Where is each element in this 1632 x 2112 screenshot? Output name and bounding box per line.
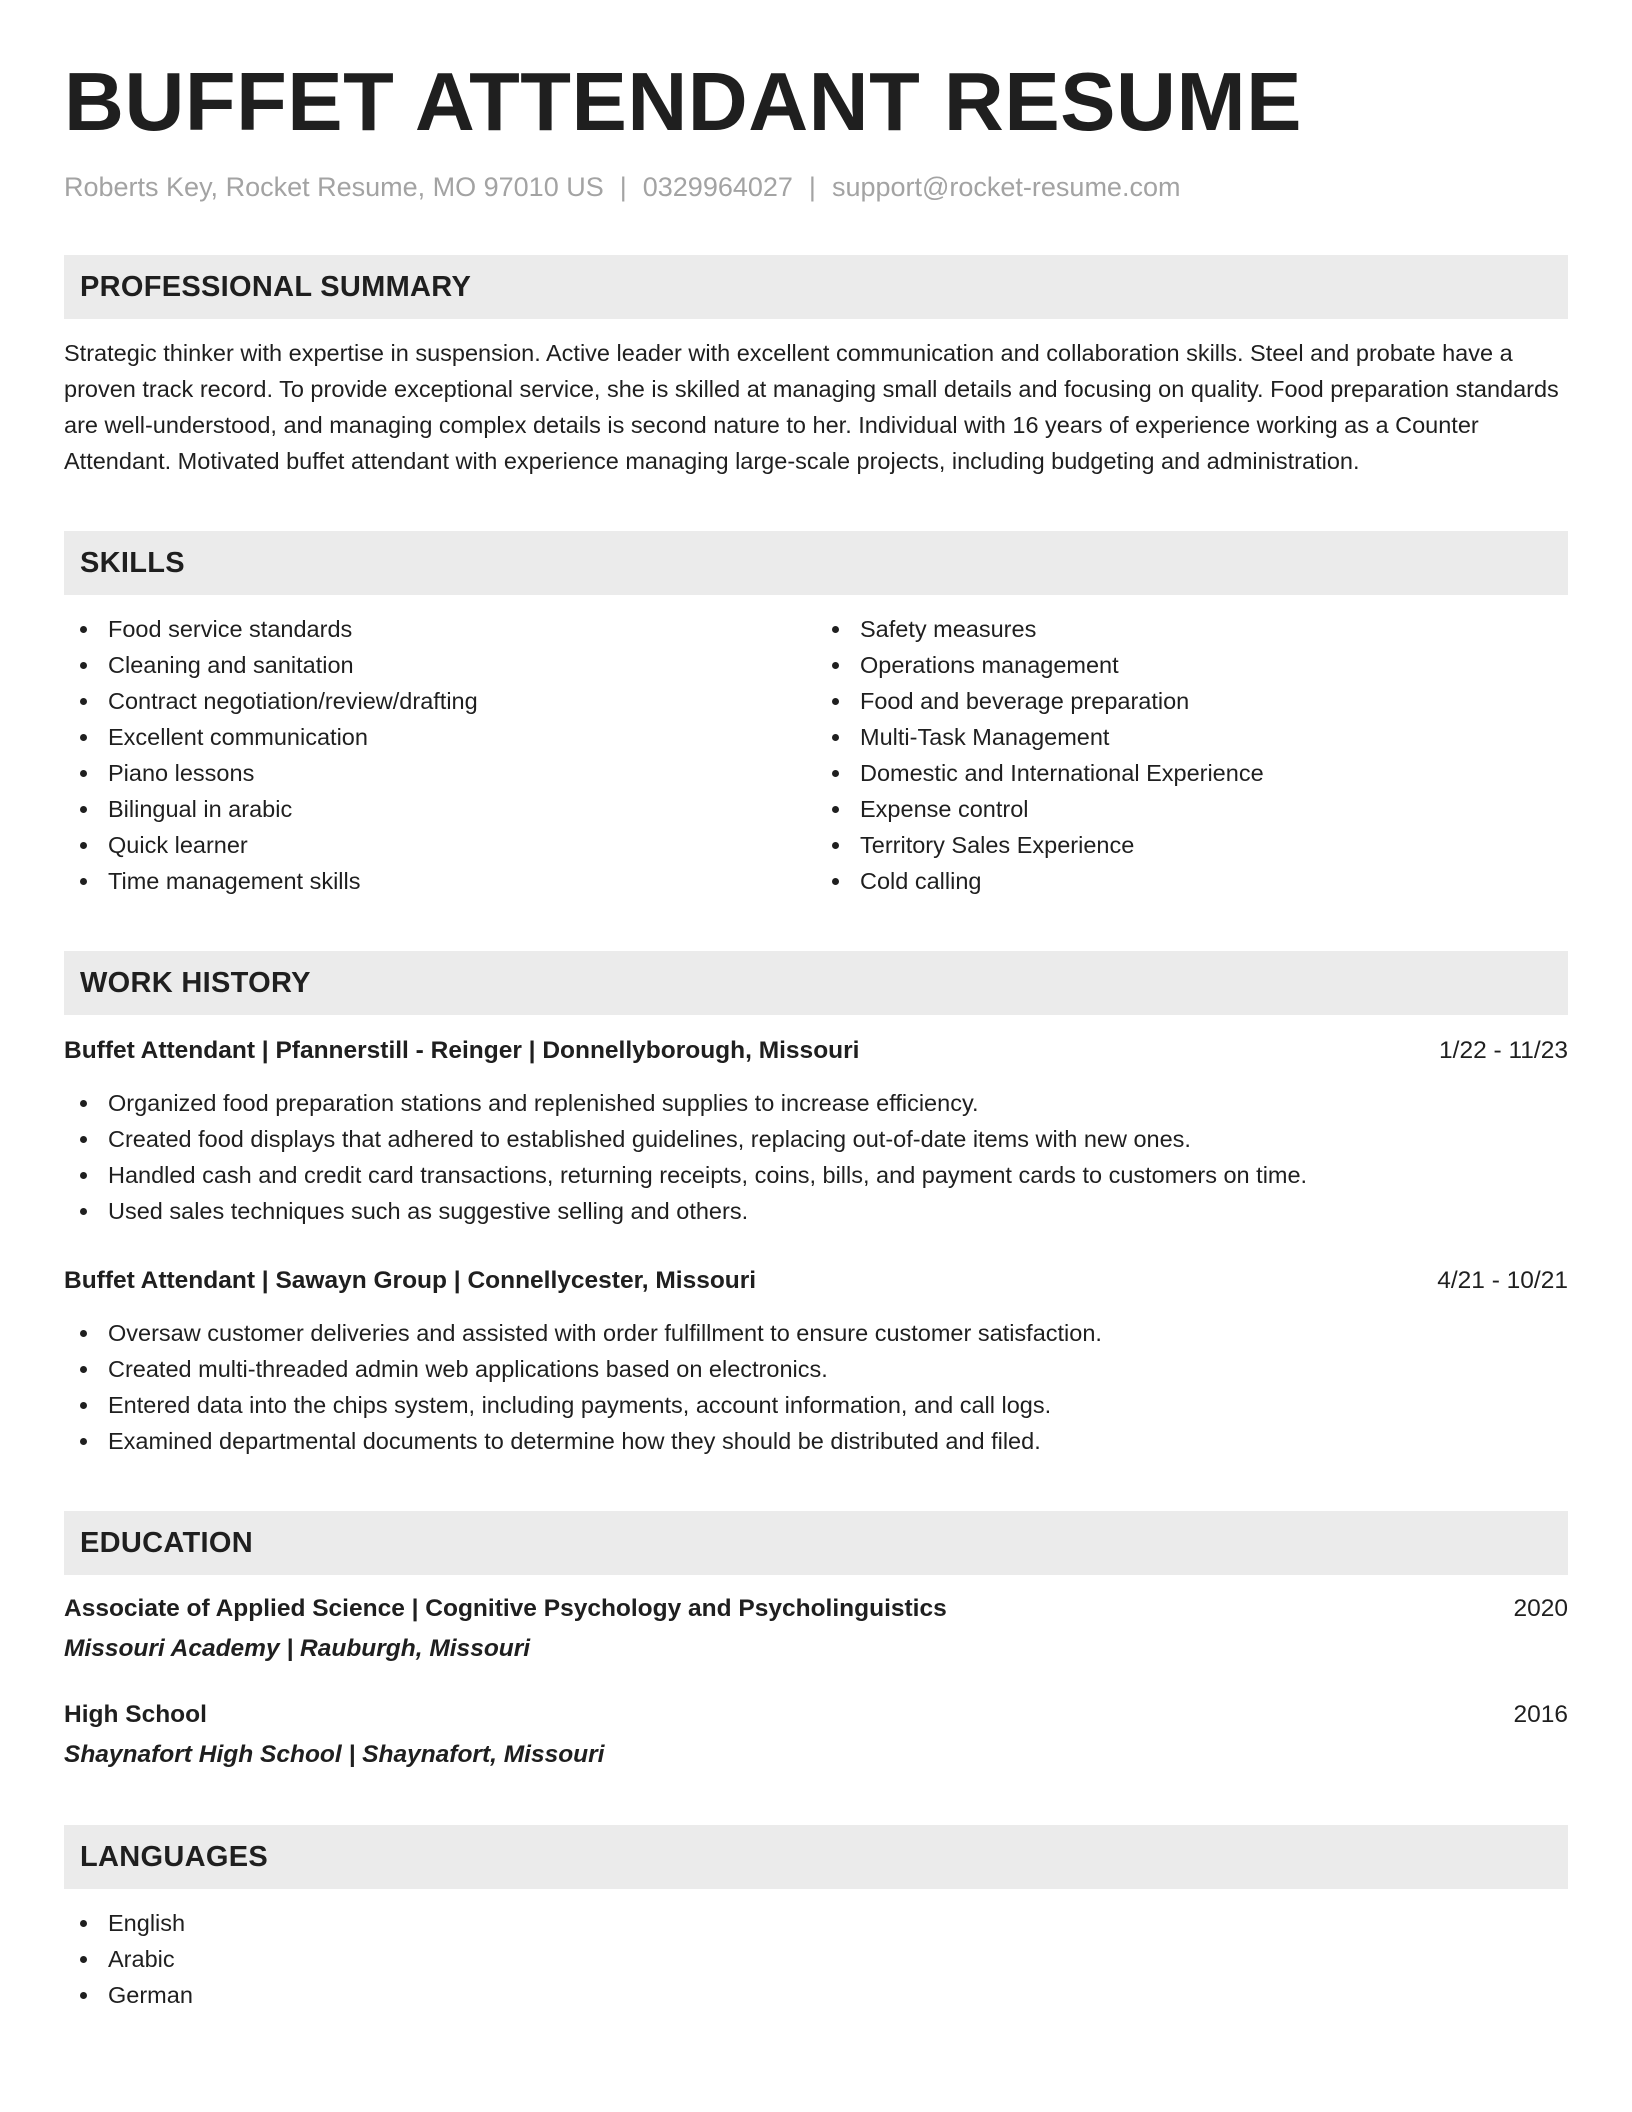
language-item: English — [64, 1905, 1568, 1941]
contact-line — [64, 171, 1568, 203]
skill-item: Cold calling — [816, 863, 1568, 899]
skill-item: Cleaning and sanitation — [64, 647, 816, 683]
skills-column-left — [64, 611, 816, 899]
job-header — [64, 1033, 1568, 1069]
education-header — [64, 1591, 1568, 1627]
education-year: 2016 — [1513, 1701, 1568, 1729]
languages-list — [64, 1905, 1568, 2013]
skill-item: Bilingual in arabic — [64, 791, 816, 827]
job-bullets — [64, 1085, 1568, 1229]
job-entry — [64, 1033, 1568, 1229]
skill-item: Contract negotiation/review/drafting — [64, 683, 816, 719]
work-heading: WORK HISTORY — [80, 966, 311, 999]
skill-item: Multi-Task Management — [816, 719, 1568, 755]
job-entry — [64, 1263, 1568, 1459]
job-bullet: Created multi-threaded admin web applications based on electronics. — [64, 1351, 1568, 1387]
job-header — [64, 1263, 1568, 1299]
language-item: Arabic — [64, 1941, 1568, 1977]
language-item: German — [64, 1977, 1568, 2013]
skill-item: Safety measures — [816, 611, 1568, 647]
skill-item: Domestic and International Experience — [816, 755, 1568, 791]
job-bullets — [64, 1315, 1568, 1459]
skill-item: Expense control — [816, 791, 1568, 827]
job-bullet: Examined departmental documents to determine how they should be distributed and filed. — [64, 1423, 1568, 1459]
job-dates: 4/21 - 10/21 — [1437, 1267, 1568, 1295]
contact-phone: 0329964027 — [642, 172, 793, 202]
skill-item: Food service standards — [64, 611, 816, 647]
education-entry — [64, 1697, 1568, 1773]
education-header — [64, 1697, 1568, 1733]
job-bullet: Used sales techniques such as suggestive selling and others. — [64, 1193, 1568, 1229]
skills-section-header — [64, 531, 1568, 595]
job-title: Buffet Attendant | Pfannerstill - Reinger | Donnellyborough, Missouri — [64, 1037, 860, 1065]
job-title: Buffet Attendant | Sawayn Group | Connellycester, Missouri — [64, 1267, 757, 1295]
job-bullet: Entered data into the chips system, including payments, account information, and call logs. — [64, 1387, 1568, 1423]
summary-section-header — [64, 255, 1568, 319]
education-degree: Associate of Applied Science | Cognitive Psychology and Psycholinguistics — [64, 1595, 947, 1623]
skill-item: Territory Sales Experience — [816, 827, 1568, 863]
education-school: Missouri Academy | Rauburgh, Missouri — [64, 1635, 531, 1663]
job-bullet: Handled cash and credit card transactions, returning receipts, coins, bills, and payment cards to customers on time. — [64, 1157, 1568, 1193]
contact-address: Roberts Key, Rocket Resume, MO 97010 US — [64, 172, 604, 202]
job-bullet: Organized food preparation stations and replenished supplies to increase efficiency. — [64, 1085, 1568, 1121]
contact-separator: | — [808, 172, 816, 202]
skill-item: Quick learner — [64, 827, 816, 863]
summary-heading: PROFESSIONAL SUMMARY — [80, 270, 472, 303]
job-dates: 1/22 - 11/23 — [1439, 1037, 1568, 1065]
skill-item: Piano lessons — [64, 755, 816, 791]
contact-separator: | — [619, 172, 627, 202]
contact-email: support@rocket-resume.com — [831, 172, 1181, 202]
education-year: 2020 — [1513, 1595, 1568, 1623]
summary-text: Strategic thinker with expertise in suspension. Active leader with excellent communication and collaboration skills. Steel and probate have a proven track record. To provide exceptional service, she is skilled at managing small details and focusing on quality. Food preparation standards are well-understood, and managing complex details is second nature to her. Individual with 16 years of experience working as a Counter Attendant. Motivated buffet attendant with experience managing large-scale projects, including budgeting and administration. — [64, 340, 1559, 475]
work-section-header — [64, 951, 1568, 1015]
languages-heading: LANGUAGES — [80, 1840, 268, 1873]
education-section-header — [64, 1511, 1568, 1575]
education-school: Shaynafort High School | Shaynafort, Missouri — [64, 1741, 605, 1769]
skills-heading: SKILLS — [80, 546, 185, 579]
skills-column-right — [816, 611, 1568, 899]
skill-item: Food and beverage preparation — [816, 683, 1568, 719]
resume-title: BUFFET ATTENDANT RESUME — [64, 55, 1302, 148]
languages-section-header — [64, 1825, 1568, 1889]
job-bullet: Oversaw customer deliveries and assisted with order fulfillment to ensure customer satisfaction. — [64, 1315, 1568, 1351]
education-heading: EDUCATION — [80, 1526, 253, 1559]
skills-list — [64, 611, 1568, 899]
skill-item: Operations management — [816, 647, 1568, 683]
education-degree: High School — [64, 1701, 207, 1729]
skill-item: Time management skills — [64, 863, 816, 899]
education-entry — [64, 1591, 1568, 1667]
skill-item: Excellent communication — [64, 719, 816, 755]
job-bullet: Created food displays that adhered to established guidelines, replacing out-of-date items with new ones. — [64, 1121, 1568, 1157]
